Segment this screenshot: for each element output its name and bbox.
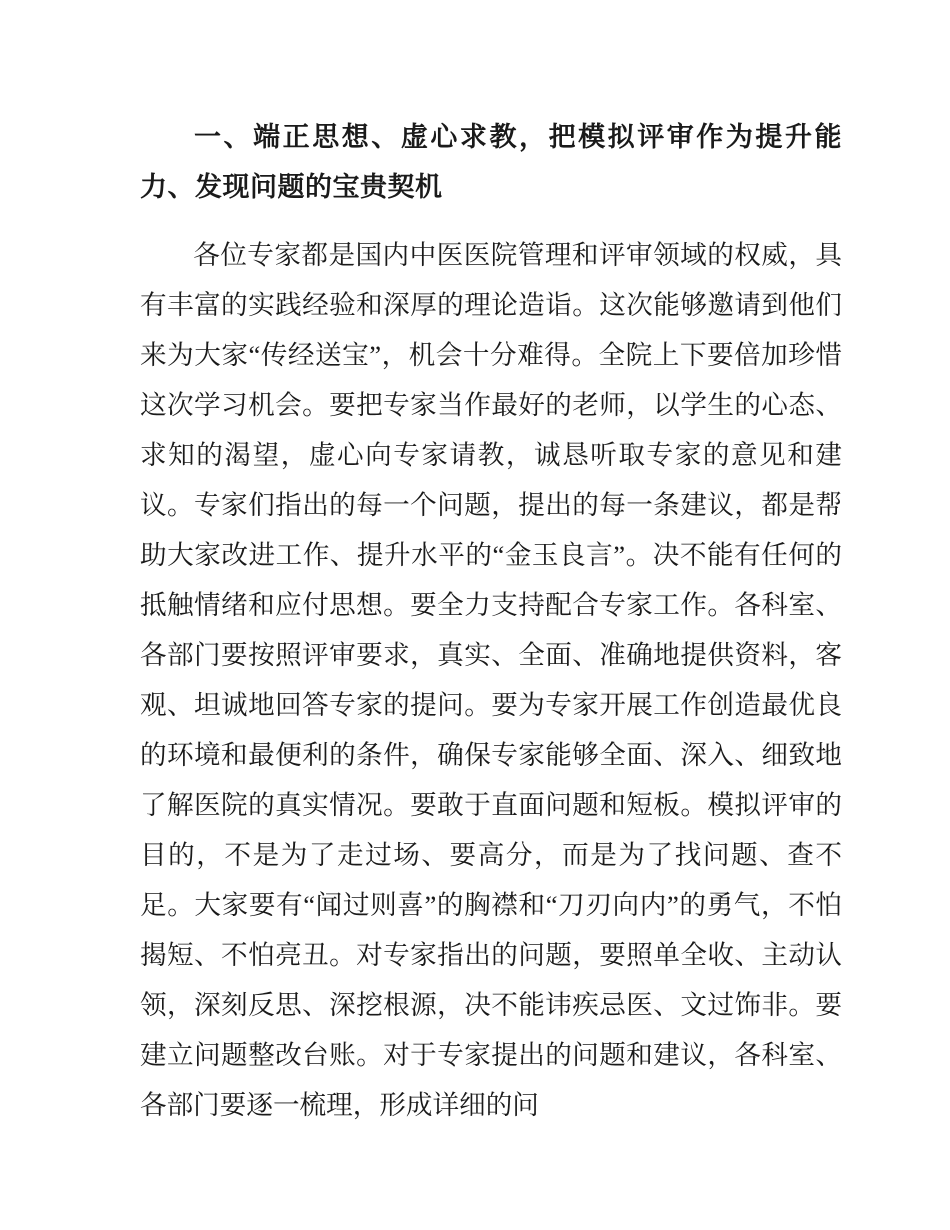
section-heading: 一、端正思想、虚心求教，把模拟评审作为提升能力、发现问题的宝贵契机 xyxy=(140,122,842,202)
body-paragraph: 各位专家都是国内中医医院管理和评审领域的权威，具有丰富的实践经验和深厚的理论造诣。这次能够邀请到他们来为大家“传经送宝”，机会十分难得。全院上下要倍加珍惜这次学习机会。要把专家当作最好的老师，以学生的心态、求知的渴望，虚心向专家请教，诚恳听取专家的意见和建议。专家们指出的每一个问题，提出的每一条建议，都是帮助大家改进工作、提升水平的“金玉良言”。决不能有任何的抵触情绪和应付思想。要全力支持配合专家工作。各科室、各部门要按照评审要求，真实、全面、准确地提供资料，客观、坦诚地回答专家的提问。要为专家开展工作创造最优良的环境和最便利的条件，确保专家能够全面、深入、细致地了解医院的真实情况。要敢于直面问题和短板。模拟评审的目的，不是为了走过场、要高分，而是为了找问题、查不足。大家要有“闻过则喜”的胸襟和“刀刃向内”的勇气，不怕揭短、不怕亮丑。对专家指出的问题，要照单全收、主动认领，深刻反思、深挖根源，决不能讳疾忌医、文过饰非。要建立问题整改台账。对于专家提出的问题和建议，各科室、各部门要逐一梳理，形成详细的问 xyxy=(140,240,842,1120)
